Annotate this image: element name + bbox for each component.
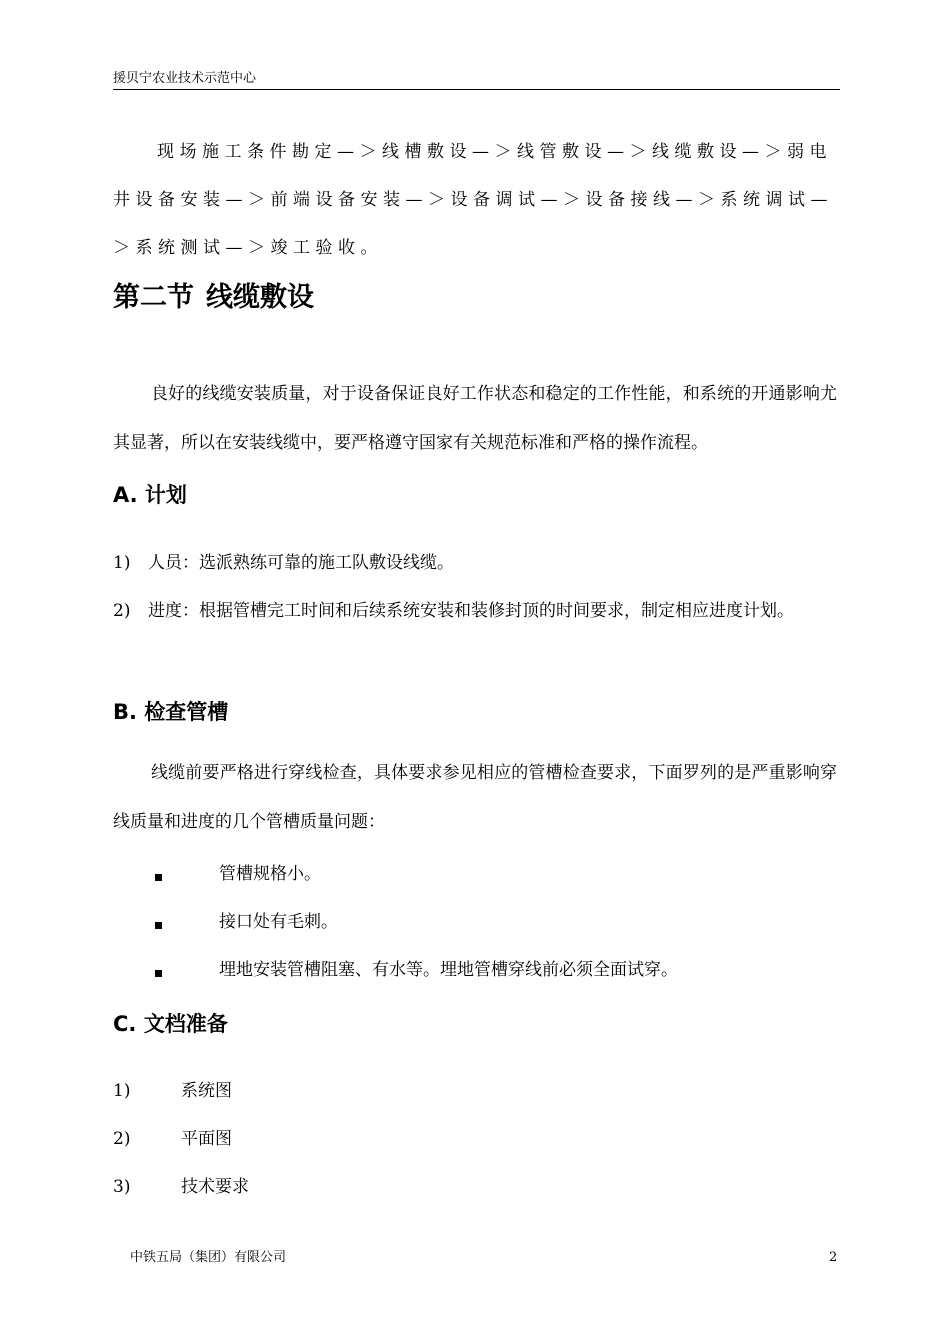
plan-heading: A. 计划 — [113, 483, 187, 507]
section-title: 线缆敷设 — [206, 282, 314, 313]
section-number: 第二节 — [113, 282, 194, 313]
page-header: 援贝宁农业技术示范中心 — [113, 70, 840, 90]
list-item-text: 管槽规格小。 — [219, 864, 321, 884]
check-heading: B. 检查管槽 — [113, 700, 229, 724]
plan-item-text: 进度：根据管槽完工时间和后续系统安装和装修封顶的时间要求，制定相应进度计划。 — [148, 601, 794, 621]
plan-item-number: 1) — [113, 553, 131, 573]
check-intro-paragraph: 线缆前要严格进行穿线检查，具体要求参见相应的管槽检查要求，下面罗列的是严重影响穿线质量和进度的几个管槽质量问题： — [113, 763, 837, 832]
list-item-text: 接口处有毛刺。 — [219, 912, 338, 932]
doc-item-number: 2) — [113, 1129, 131, 1149]
doc-item-text: 系统图 — [181, 1081, 232, 1101]
section-heading — [113, 278, 314, 318]
doc-item-text: 平面图 — [181, 1129, 232, 1149]
footer-company: 中铁五局（集团）有限公司 — [130, 1250, 287, 1265]
bullet-square-icon — [155, 874, 162, 881]
construction-flow-paragraph: 现场施工条件勘定—＞线槽敷设—＞线管敷设—＞线缆敷设—＞弱电井设备安装—＞前端设备安装—＞设备调试—＞设备接线—＞系统调试—＞系统测试—＞竣工验收。 — [113, 142, 833, 258]
list-item-text: 埋地安装管槽阻塞、有水等。埋地管槽穿线前必须全面试穿。 — [219, 960, 678, 980]
doc-item-text: 技术要求 — [181, 1177, 249, 1197]
intro-paragraph: 良好的线缆安装质量，对于设备保证良好工作状态和稳定的工作性能，和系统的开通影响尤其显著，所以在安装线缆中，要严格遵守国家有关规范标准和严格的操作流程。 — [113, 384, 837, 453]
plan-item — [113, 539, 837, 588]
bullet-square-icon — [155, 922, 162, 929]
page-number: 2 — [829, 1250, 838, 1265]
plan-item-number: 2) — [113, 601, 131, 621]
doc-item-number: 3) — [113, 1177, 131, 1197]
doc-item-number: 1) — [113, 1081, 131, 1101]
plan-item-text: 人员：选派熟练可靠的施工队敷设线缆。 — [148, 553, 454, 573]
plan-item — [113, 587, 837, 636]
docs-heading: C. 文档准备 — [113, 1012, 228, 1036]
bullet-square-icon — [155, 970, 162, 977]
